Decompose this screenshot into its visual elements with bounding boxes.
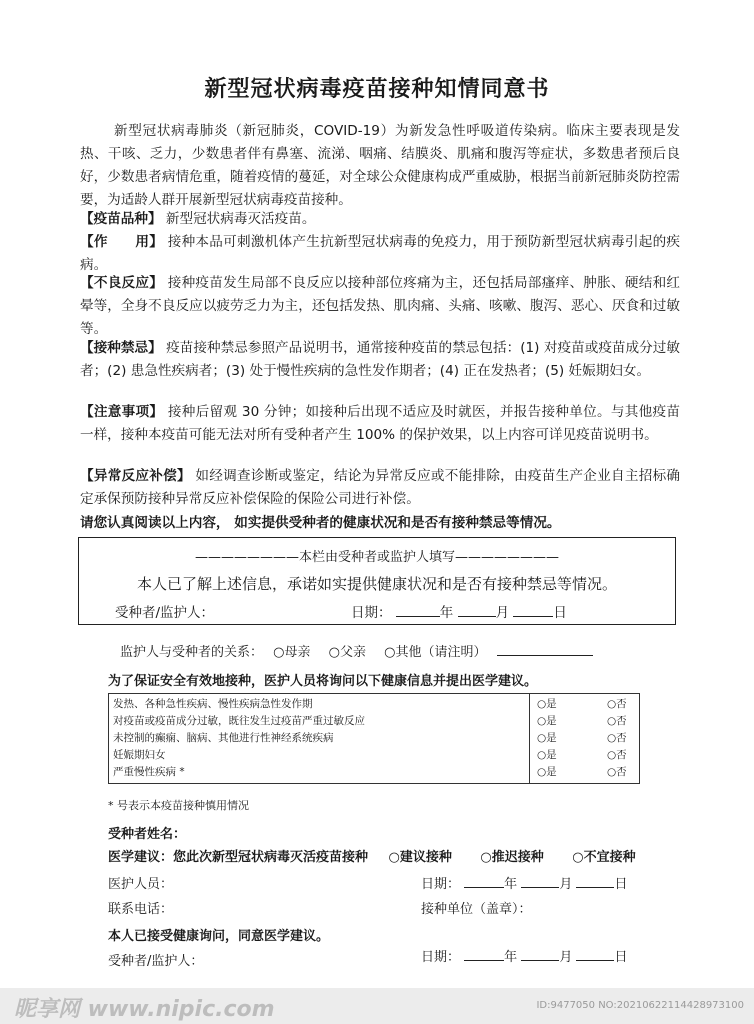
inquiry-heading: 为了保证安全有效地接种，医护人员将询问以下健康信息并提出医学建议。 [108,674,538,689]
year-label: 年 [439,605,454,621]
section-text: 新型冠状病毒灭活疫苗。 [165,211,316,227]
signer-label-2: 受种者/监护人： [108,954,204,969]
month-field[interactable] [521,874,559,888]
yes-radio[interactable]: ○是 [537,732,557,744]
no-radio[interactable]: ○否 [607,732,627,744]
phone-label: 联系电话： [108,902,174,917]
section-text: 接种疫苗发生局部不良反应以接种部位疼痛为主，还包括局部瘙痒、肿胀、硬结和红晕等，全身不良反应以疲劳乏力为主，还包括发热、肌肉痛、头痛、咳嗽、腹泻、恶心、厌食和过敏等。 [80,275,681,337]
year-field[interactable] [396,603,440,617]
no-radio[interactable]: ○否 [607,715,627,727]
section-text: 接种后留观 30 分钟；如接种后出现不适应及时就医，并报告接种单位。与其他疫苗一样，接种本疫苗可能无法对所有受种者产生 100% 的保护效果，以上内容可详见疫苗说明书。 [80,404,680,443]
recipient-fill-box [78,537,676,625]
watermark-id: ID:9477050 NO:20210622114428973100 [536,1000,744,1011]
section-label: 【疫苗品种】 [80,211,162,227]
relation-row [120,641,593,660]
medical-advice-row [108,846,636,865]
recipient-name-label: 受种者姓名： [108,827,187,842]
yes-radio[interactable]: ○是 [537,766,557,778]
section-effect [80,231,680,277]
relation-label: 监护人与受种者的关系： [120,645,264,660]
section-vaccine-type [80,208,680,231]
section-contraindications [80,337,680,383]
table-row [109,762,639,779]
question-text: 未控制的癫痫、脑病、其他进行性神经系统疾病 [113,732,334,744]
section-text: 疫苗接种禁忌参照产品说明书，通常接种疫苗的禁忌包括：(1) 对疫苗或疫苗成分过敏者；(2) 患急性疾病者；(3) 处于慢性疾病的急性发作期者；(4) 正在发热者；(5) 妊娠期妇女。 [80,340,681,379]
section-text: 如经调查诊断或鉴定，结论为异常反应或不能排除，由疫苗生产企业自主招标确定承保预防接种异常反应补偿保险的保险公司进行补偿。 [80,468,681,507]
table-row [109,728,639,745]
year-label: 年 [504,950,518,965]
day-field[interactable] [576,947,614,961]
section-label: 【异常反应补偿】 [80,468,191,484]
advice-recommend-radio[interactable]: ○建议接种 [388,850,452,865]
date-line [351,601,567,621]
year-label: 年 [504,877,518,892]
month-label: 月 [559,877,573,892]
advice-label: 医学建议：您此次新型冠状病毒灭活疫苗接种 [108,850,369,865]
date-label: 日期： [351,605,392,621]
no-radio[interactable]: ○否 [607,766,627,778]
signer-date-line [421,946,627,965]
staff-label: 医护人员： [108,877,174,892]
footnote: * 号表示本疫苗接种慎用情况 [108,799,249,812]
question-text: 发热、各种急性疾病、慢性疾病急性发作期 [113,698,313,710]
month-label: 月 [495,605,510,621]
question-text: 妊娠期妇女 [113,749,166,761]
table-row [109,694,639,711]
yes-radio[interactable]: ○是 [537,698,557,710]
table-row [109,745,639,762]
relation-other-radio[interactable]: ○其他（请注明） [384,645,487,660]
relation-other-field[interactable] [497,642,593,656]
question-text: 对疫苗或疫苗成分过敏，既往发生过疫苗严重过敏反应 [113,715,365,727]
page-title: 新型冠状病毒疫苗接种知情同意书 [204,77,550,102]
section-label: 【注意事项】 [80,404,164,420]
table-row [109,711,639,728]
relation-father-radio[interactable]: ○父亲 [328,645,366,660]
day-field[interactable] [513,603,553,617]
advice-not-suitable-radio[interactable]: ○不宜接种 [572,850,636,865]
signer-label: 受种者/监护人： [115,605,215,621]
date-label: 日期： [421,950,461,965]
month-label: 月 [559,950,573,965]
watermark-logo: 昵享网 www.nipic.com [14,997,275,1022]
no-radio[interactable]: ○否 [607,749,627,761]
watermark-bar [0,988,754,1024]
box-statement: 本人已了解上述信息，承诺如实提供健康状况和是否有接种禁忌等情况。 [136,575,617,593]
section-text: 接种本品可刺激机体产生抗新型冠状病毒的免疫力，用于预防新型冠状病毒引起的疾病。 [80,234,681,273]
year-field[interactable] [464,874,504,888]
intro-paragraph: 新型冠状病毒肺炎（新冠肺炎，COVID-19）为新发急性呼吸道传染病。临床主要表现是发热、干咳、乏力，少数患者伴有鼻塞、流涕、咽痛、结膜炎、肌痛和腹泻等症状，多数患者预后良好，少数患者病情危重，随着疫情的蔓延，对全球公众健康构成严重威胁，根据当前新冠肺炎防控需要，为适龄人群开展新型冠状病毒疫苗接种。 [80,123,680,208]
day-field[interactable] [576,874,614,888]
section-compensation [80,465,680,511]
advice-postpone-radio[interactable]: ○推迟接种 [480,850,544,865]
section-label: 【接种禁忌】 [80,340,162,356]
unit-seal-label: 接种单位（盖章）： [421,902,532,917]
box-header: ————————本栏由受种者或监护人填写———————— [194,550,559,565]
section-precautions [80,401,680,447]
month-field[interactable] [458,603,496,617]
day-label: 日 [614,877,628,892]
staff-date-line [421,873,627,892]
day-label: 日 [553,605,567,621]
section-label: 【作 用】 [80,234,164,250]
section-label: 【不良反应】 [80,275,164,291]
question-text: 严重慢性疾病 * [113,766,185,778]
relation-mother-radio[interactable]: ○母亲 [273,645,311,660]
yes-radio[interactable]: ○是 [537,715,557,727]
health-question-table [108,693,640,784]
consent-statement: 本人已接受健康询问，同意医学建议。 [108,929,330,944]
day-label: 日 [614,950,628,965]
section-adverse-reactions [80,272,680,341]
month-field[interactable] [521,947,559,961]
date-label: 日期： [421,877,461,892]
yes-radio[interactable]: ○是 [537,749,557,761]
read-notice: 请您认真阅读以上内容， 如实提供受种者的健康状况和是否有接种禁忌等情况。 [80,515,561,531]
year-field[interactable] [464,947,504,961]
no-radio[interactable]: ○否 [607,698,627,710]
